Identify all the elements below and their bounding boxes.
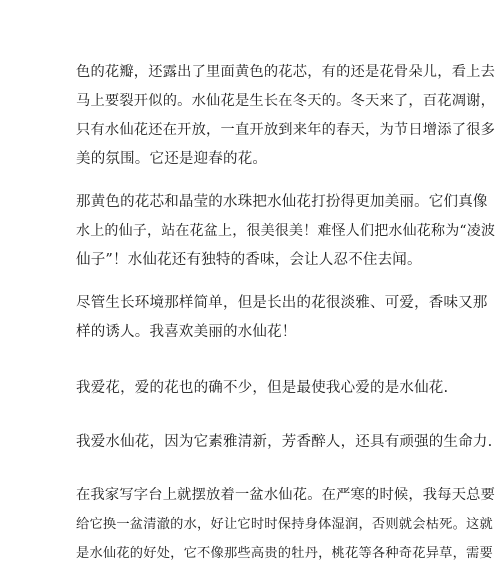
paragraph-line: 我爱花，爱的花也的确不少，但是最使我心爱的是水仙花. <box>76 380 449 396</box>
paragraph-line: 给它换一盆清澈的水，好让它时时保持身体湿润，否则就会枯死。这就 <box>76 517 493 532</box>
paragraph-5 <box>76 428 493 457</box>
paragraph-line: 马上要裂开似的。水仙花是生长在冬天的。冬天来了，百花凋谢， <box>76 93 496 109</box>
paragraph-line: 水上的仙子，站在花盆上，很美很美！难怪人们把水仙花称为“凌波 <box>76 223 496 239</box>
paragraph-line: 只有水仙花还在开放，一直开放到来年的春天，为节日增添了很多 <box>76 122 496 138</box>
paragraph-line: 仙子”！水仙花还有独特的香味，会让人忍不住去闻。 <box>76 252 422 268</box>
paragraph-1 <box>76 58 496 174</box>
paragraph-line: 在我家写字台上就摆放着一盆水仙花。在严寒的时候，我每天总要 <box>76 487 496 503</box>
paragraph-line: 美的氛围。它还是迎春的花。 <box>76 151 268 167</box>
paragraph-3 <box>76 289 488 347</box>
paragraph-2 <box>76 188 496 275</box>
page-bottom-edge <box>0 562 500 566</box>
paragraph-6 <box>76 481 496 566</box>
paragraph-line: 那黄色的花芯和晶莹的水珠把水仙花打扮得更加美丽。它们真像 <box>76 194 488 210</box>
paragraph-line: 样的诱人。我喜欢美丽的水仙花！ <box>76 324 297 340</box>
paragraph-line: 是水仙花的好处，它不像那些高贵的牡丹，桃花等各种奇花异草，需要 <box>76 546 493 561</box>
paragraph-line: 色的花瓣，还露出了里面黄色的花芯，有的还是花骨朵儿，看上去 <box>76 64 496 80</box>
paragraph-line: 我爱水仙花，因为它素雅清新，芳香醉人，还具有顽强的生命力. <box>76 434 493 450</box>
paragraph-4 <box>76 374 449 403</box>
paragraph-line: 尽管生长环境那样简单，但是长出的花很淡雅、可爱，香味又那 <box>76 295 488 311</box>
